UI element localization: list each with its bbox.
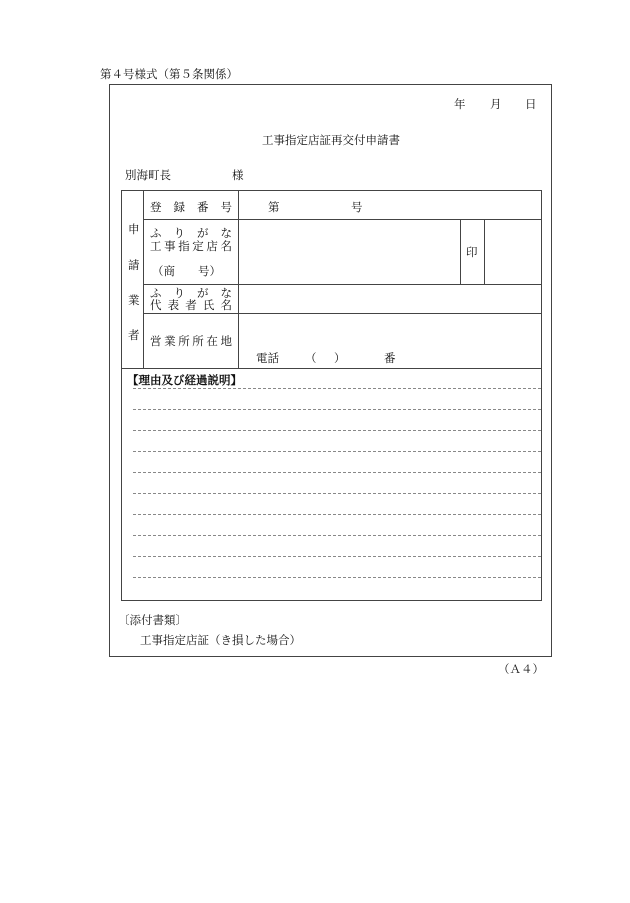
furigana-label: ふ り が な — [150, 226, 232, 240]
date-year: 年 — [454, 97, 466, 111]
side-label-char: 申 — [128, 222, 140, 236]
side-label-char: 請 — [128, 258, 140, 272]
date-day: 日 — [525, 97, 537, 111]
writing-line — [133, 409, 541, 410]
phone-suffix: 番 — [384, 351, 396, 365]
writing-line — [133, 514, 541, 515]
side-label-char: 業 — [128, 293, 140, 307]
side-label-char: 者 — [128, 328, 140, 342]
writing-line — [133, 556, 541, 557]
office-address-label: 営 業 所 所 在 地 — [150, 334, 232, 348]
trade-name-label: （商 号） — [152, 264, 221, 278]
addressee-name: 別海町長 — [125, 168, 171, 182]
phone-paren-close: ） — [334, 351, 346, 365]
writing-line — [133, 493, 541, 494]
writing-line — [133, 535, 541, 536]
row-divider — [143, 219, 542, 220]
row-divider — [121, 368, 542, 369]
column-divider — [484, 219, 485, 284]
reason-header: 【理由及び経過説明】 — [127, 373, 242, 387]
reg-number-prefix: 第 — [268, 200, 280, 214]
seal-mark: 印 — [466, 245, 478, 259]
column-divider — [143, 190, 144, 368]
date-month: 月 — [490, 97, 502, 111]
reg-number-label: 登 録 番 号 — [150, 200, 232, 214]
furigana-label: ふ り が な — [150, 286, 232, 300]
column-divider — [238, 190, 239, 368]
form-number: 第４号様式（第５条関係） — [100, 67, 238, 81]
reg-number-suffix: 号 — [351, 200, 363, 214]
form-title: 工事指定店証再交付申請書 — [262, 133, 400, 147]
phone-label: 電話 — [256, 351, 279, 365]
phone-paren-open: （ — [305, 351, 317, 365]
rep-name-label: 代 表 者 氏 名 — [150, 298, 232, 312]
writing-line — [133, 472, 541, 473]
paper-size: （Ａ４） — [498, 662, 544, 676]
writing-line — [133, 577, 541, 578]
column-divider — [460, 219, 461, 284]
shop-name-label: 工 事 指 定 店 名 — [150, 239, 232, 253]
writing-line — [133, 430, 541, 431]
attachments-header: 〔添付書類〕 — [118, 613, 187, 627]
attachment-item: 工事指定店証（き損した場合） — [140, 633, 301, 647]
writing-line — [133, 451, 541, 452]
addressee-honorific: 様 — [232, 168, 244, 182]
writing-line — [133, 388, 541, 389]
row-divider — [143, 313, 542, 314]
